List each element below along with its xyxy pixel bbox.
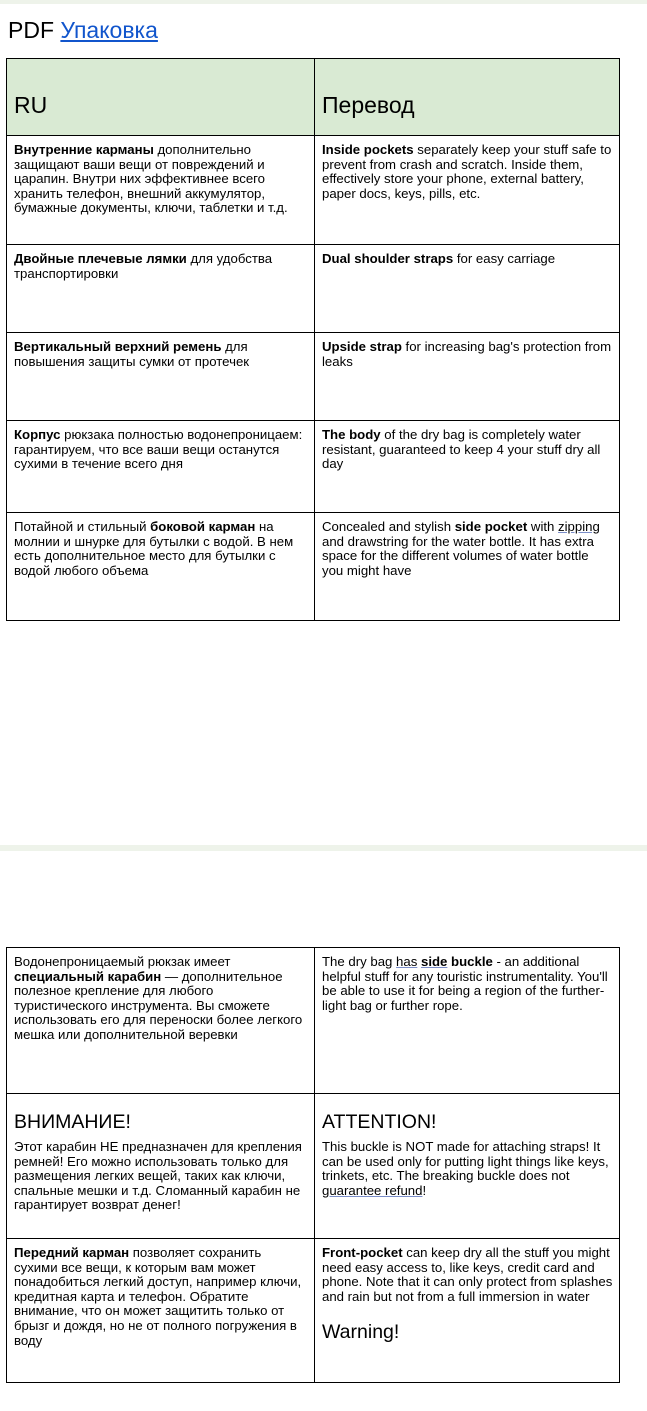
warning-heading: Warning! <box>322 1321 400 1344</box>
cell-ru: Корпус рюкзака полностью водонепроницаем: гарантируем, что все ваши вещи останутся сухими в течение всего дня <box>7 421 315 513</box>
header-translation: Перевод <box>315 59 620 136</box>
cell-ru: Внутренние карманы дополнительно защищают ваши вещи от повреждений и царапин. Внутри них эффективнее всего хранить телефон, внешний аккумулятор, бумажные документы, ключи, таблетки и т.д. <box>7 136 315 245</box>
top-divider <box>0 0 647 4</box>
cell-ru: Потайной и стильный боковой карман на молнии и шнурке для бутылки с водой. В нем есть дополнительное место для бутылки с водой любого объема <box>7 513 315 621</box>
table-row <box>7 1239 620 1383</box>
cell-en: The dry bag has side buckle - an additional helpful stuff for any touristic instrumentality. You'll be able to use it for being a region of the further-light bag or further rope. <box>315 948 620 1094</box>
cell-ru: ВНИМАНИЕ! Этот карабин НЕ предназначен для крепления ремней! Его можно использовать только для размещения легких вещей, таких как ключи, спальные мешки и т.д. Сломанный карабин не гарантирует возврат денег! <box>7 1094 315 1239</box>
cell-ru: Передний карман позволяет сохранить сухими все вещи, к которым вам может понадобиться легкий доступ, например ключи, кредитная карта и телефон. Обратите внимание, что он может защитить только от брызг и дождя, но не от полного погружения в воду <box>7 1239 315 1383</box>
cell-en: Front-pocket can keep dry all the stuff you might need easy access to, like keys, credit card and phone. Note that it can only protect from splashes and rain but not from a full immersion in water Warning! <box>315 1239 620 1383</box>
cell-ru: Водонепроницаемый рюкзак имеет специальный карабин — дополнительное полезное крепление для любого туристического инструмента. Вы сможете использовать его для переноски более легкого мешка или дополнительной веревки <box>7 948 315 1094</box>
page-title <box>8 16 158 44</box>
translation-table-2 <box>6 947 620 1383</box>
cell-ru: Вертикальный верхний ремень для повышения защиты сумки от протечек <box>7 333 315 421</box>
cell-ru: Двойные плечевые лямки для удобства транспортировки <box>7 245 315 333</box>
translation-table-1 <box>6 58 620 621</box>
cell-en: Concealed and stylish side pocket with zipping and drawstring for the water bottle. It has extra space for the different volumes of water bottle you might have <box>315 513 620 621</box>
cell-en: The body of the dry bag is completely water resistant, guaranteed to keep 4 your stuff dry all day <box>315 421 620 513</box>
spellcheck-word: has <box>396 954 418 969</box>
packaging-link[interactable]: Упаковка <box>60 17 158 43</box>
cell-en: ATTENTION! This buckle is NOT made for attaching straps! It can be used only for putting light things like keys, trinkets, etc. The breaking buckle does not guarantee refund! <box>315 1094 620 1239</box>
warning-heading-en: ATTENTION! <box>322 1111 437 1133</box>
table-row <box>7 245 620 333</box>
title-prefix: PDF <box>8 17 54 43</box>
warning-heading-ru: ВНИМАНИЕ! <box>14 1111 131 1133</box>
header-ru: RU <box>7 59 315 136</box>
table-row <box>7 513 620 621</box>
table-row <box>7 136 620 245</box>
spellcheck-word: guarantee refund <box>322 1182 423 1198</box>
page-break <box>0 845 647 851</box>
table-row <box>7 1094 620 1239</box>
table-row <box>7 948 620 1094</box>
table-row <box>7 421 620 513</box>
cell-en: Inside pockets separately keep your stuff safe to prevent from crash and scratch. Inside them, effectively store your phone, external battery, paper docs, keys, pills, etc. <box>315 136 620 245</box>
cell-en: Dual shoulder straps for easy carriage <box>315 245 620 333</box>
cell-en: Upside strap for increasing bag's protection from leaks <box>315 333 620 421</box>
spellcheck-word: zipping <box>558 519 600 534</box>
spellcheck-word: side <box>420 954 448 969</box>
table-row <box>7 333 620 421</box>
table-header-row <box>7 59 620 136</box>
